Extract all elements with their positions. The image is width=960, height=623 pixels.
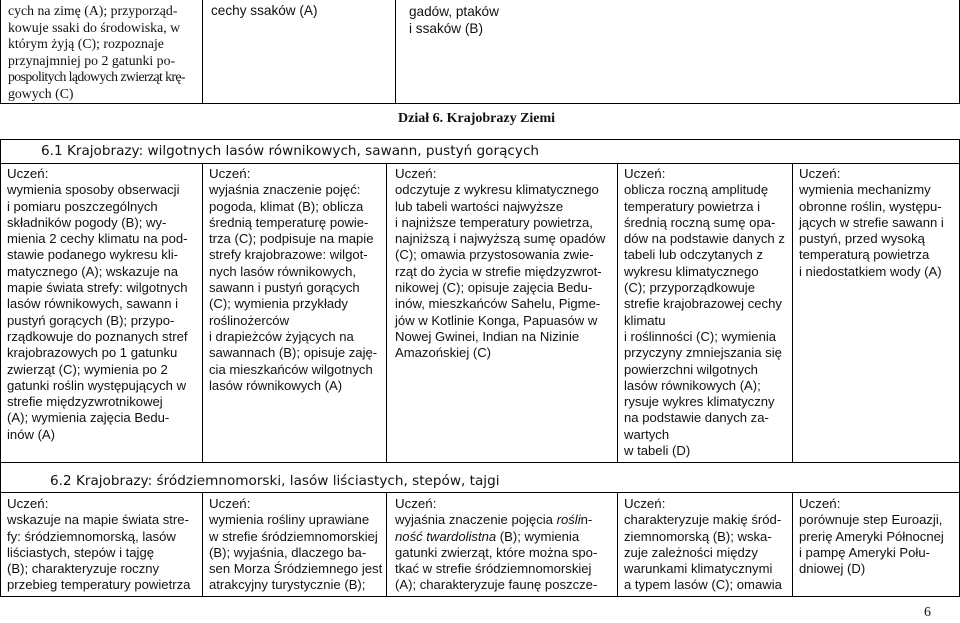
text-line: (C); przyporządkowuje: [624, 280, 755, 296]
grid-line: [0, 0, 1, 103]
text-line: (B); charakteryzuje roczny: [7, 561, 160, 577]
text-span: (B); wymienia: [496, 528, 580, 544]
text-line: i pampę Ameryki Połu-: [799, 544, 930, 560]
text-line: (A); wymienia zajęcia Bedu-: [7, 410, 170, 426]
text-line: cych na zimę (A); przyporząd-: [8, 3, 178, 18]
text-line: sawann i pustyń gorących: [209, 280, 360, 296]
text-line: Amazońskiej (C): [395, 345, 492, 361]
text-line: lasów równikowych (A): [209, 377, 343, 393]
text-line: i najniższe temperatury powietrza,: [395, 214, 593, 230]
grid-line: [0, 163, 960, 164]
text-line: sawannach (B); opisuje zaję-: [209, 345, 378, 361]
grid-line: [792, 492, 793, 596]
sec61-col2: [209, 166, 385, 394]
section-61-heading: 6.1 Krajobrazy: wilgotnych lasów równikowych, sawann, pustyń gorących: [41, 143, 540, 159]
text-line: klimatu: [624, 312, 666, 328]
text-line: wymienia sposoby obserwacji: [7, 182, 180, 198]
text-line: nikowej (C); opisuje zajęcia Bedu-: [395, 280, 593, 296]
text-line: lub tabeli wartości najwyższe: [395, 198, 564, 214]
text-line: wartych: [624, 426, 670, 442]
sec61-col4: [624, 166, 790, 459]
text-line: i roślinności (C); wymienia: [624, 328, 777, 344]
text-line: oblicza roczną amplitudę: [624, 182, 769, 198]
text-line: składników pogody (B); wy-: [7, 214, 167, 230]
grid-line: [202, 163, 203, 462]
text-line: strefie krajobrazowej cechy: [624, 296, 782, 312]
grid-line: [202, 0, 203, 103]
text-line: najniższą i najwyższą sumę opadów: [395, 231, 606, 247]
text-line: inów (A): [7, 426, 56, 442]
text-line: roślinożerców: [209, 312, 290, 328]
text-line: trza (C); podpisuje na mapie: [209, 231, 374, 247]
text-line: Nowej Gwinei, Indian na Nizinie: [395, 328, 580, 344]
text-line: pogoda, klimat (B); oblicza: [209, 198, 364, 214]
student-label: Uczeń:: [209, 496, 251, 511]
student-label: Uczeń:: [799, 496, 841, 511]
student-label: Uczeń:: [209, 166, 251, 181]
grid-line: [792, 163, 793, 462]
sec62-col4: [624, 496, 790, 594]
grid-line: [202, 492, 203, 596]
text-line: i drapieżców żyjących na: [209, 328, 354, 344]
text-line: temperaturą powietrza: [799, 247, 930, 263]
cell-lines: [624, 512, 790, 593]
student-label: Uczeń:: [624, 496, 666, 511]
text-line: strefie międzyzwrotnikowej: [7, 394, 163, 410]
text-line: [395, 512, 617, 528]
text-line: którym żyją (C); rozpoznaje: [8, 36, 164, 51]
student-label: Uczeń:: [7, 166, 49, 181]
text-line: gowych (C): [8, 85, 74, 101]
text-line: stawie podanego wykresu kli-: [7, 247, 179, 263]
sec62-col5: [799, 496, 959, 577]
student-label: Uczeń:: [395, 166, 437, 181]
grid-line: [617, 163, 618, 462]
grid-line: [0, 462, 960, 463]
text-line: pustyń gorących (B); przypo-: [7, 312, 175, 328]
text-line: przynajmniej po 2 gatunki po-: [8, 52, 176, 68]
text-line: jących w strefie sawann i: [799, 214, 944, 230]
text-line: cechy ssaków (A): [211, 3, 318, 18]
sec62-col2: [209, 496, 385, 594]
grid-line: [0, 462, 1, 596]
text-line: nych lasów równikowych,: [209, 263, 356, 279]
text-line: wyjaśnia znaczenie pojęć:: [209, 182, 361, 198]
italic-term: rośli: [556, 512, 581, 528]
student-label: Uczeń:: [7, 496, 49, 511]
text-line: zwierząt (C); wymienia po 2: [7, 361, 168, 377]
text-line: kowuje ssaki do środowiska, w: [8, 19, 181, 35]
text-line: średnią temperaturę powie-: [209, 214, 369, 230]
sec62-col3: [395, 496, 617, 594]
text-line: i ssaków (B): [409, 21, 484, 36]
page-number: 6: [924, 605, 931, 620]
sec62-col1: [7, 496, 202, 594]
text-line: gadów, ptaków: [409, 4, 499, 19]
text-line: i pomiaru poszczególnych: [7, 198, 158, 214]
text-line: sen Morza Śródziemnego jest: [209, 561, 383, 577]
text-line: rysuje wykres klimatyczny: [624, 394, 775, 410]
text-line: porównuje step Euroazji,: [799, 512, 943, 528]
grid-line: [386, 492, 387, 596]
text-line: na podstawie danych za-: [624, 410, 769, 426]
cell-lines: [7, 182, 202, 443]
text-line: mapie świata strefy: wilgotnych: [7, 280, 188, 296]
text-line: warunkami klimatycznymi: [624, 561, 773, 577]
cell-lines: [209, 512, 385, 593]
grid-line: [386, 163, 387, 462]
text-line: liściastych, stepów i tajgę: [7, 544, 155, 560]
text-line: cia mieszkańców wilgotnych: [209, 361, 373, 377]
text-line: przyczyny zmniejszania się: [624, 345, 782, 361]
text-line: rządkowuje do poznanych stref: [7, 328, 188, 344]
text-span: n-: [580, 512, 593, 528]
grid-line: [0, 492, 960, 493]
text-line: [395, 529, 617, 545]
text-line: atrakcyjny turystycznie (B);: [209, 577, 366, 593]
cell-lines: [624, 182, 790, 459]
text-line: dniowej (D): [799, 561, 866, 577]
cell-lines: [395, 182, 617, 361]
sec61-col3: [395, 166, 617, 362]
grid-line: [0, 139, 1, 462]
section-title: Dział 6. Krajobrazy Ziemi: [398, 111, 556, 126]
text-line: strefy krajobrazowe: wilgot-: [209, 247, 368, 263]
text-line: tkać w strefie śródziemnomorskiej: [395, 561, 592, 577]
text-line: fy: śródziemnomorską, lasów: [7, 528, 176, 544]
grid-line: [0, 103, 960, 104]
grid-line: [617, 492, 618, 596]
text-line: inów, mieszkańców Sahelu, Pigme-: [395, 296, 601, 312]
text-line: charakteryzuje makię śród-: [624, 512, 782, 528]
grid-line: [0, 596, 960, 597]
cell-lines: [7, 512, 202, 593]
top-row-col2: [211, 3, 391, 19]
text-line: tabeli lub odczytanych z: [624, 247, 764, 263]
top-row-col1: [8, 3, 200, 102]
text-line: lasów równikowych, sawann i: [7, 296, 179, 312]
text-line: w tabeli (D): [624, 443, 691, 459]
text-line: prerię Ameryki Północnej: [799, 528, 944, 544]
cell-lines: [799, 182, 959, 280]
text-line: (C); omawia przystosowania zwie-: [395, 247, 594, 263]
text-line: jów w Kotlinie Konga, Papuasów w: [395, 312, 598, 328]
text-line: temperatury powietrza i: [624, 198, 761, 214]
text-line: powierzchni wilgotnych: [624, 361, 758, 377]
text-line: wymienia mechanizmy: [799, 182, 931, 198]
text-line: w strefie śródziemnomorskiej: [209, 528, 378, 544]
text-line: dów na podstawie danych z: [624, 231, 785, 247]
sec61-col1: [7, 166, 202, 443]
student-label: Uczeń:: [799, 166, 841, 181]
text-line: a typem lasów (C); omawia: [624, 577, 782, 593]
grid-line: [0, 139, 960, 140]
grid-line: [395, 0, 396, 103]
text-line: pustyń, przed wysoką: [799, 231, 925, 247]
text-line: obronne roślin, występu-: [799, 198, 942, 214]
text-line: (C); wymienia przykłady: [209, 296, 348, 312]
italic-term: ność twardolistna: [395, 528, 497, 544]
cell-lines: [209, 182, 385, 394]
text-line: (A); charakteryzuje faunę poszcze-: [395, 577, 598, 593]
section-62-heading: 6.2 Krajobrazy: śródziemnomorski, lasów liściastych, stepów, tajgi: [50, 473, 500, 489]
text-line: wykresu klimatycznego: [624, 263, 759, 279]
text-line: i niedostatkiem wody (A): [799, 263, 942, 279]
cell-lines: [395, 545, 617, 594]
text-line: średnią roczną sumę opa-: [624, 214, 776, 230]
text-line: krajobrazowych po 1 gatunku: [7, 345, 178, 361]
cell-lines: [799, 512, 959, 577]
text-line: wskazuje na mapie świata stre-: [7, 512, 189, 528]
text-span: wyjaśnia znaczenie pojęcia: [395, 512, 557, 528]
text-line: wymienia rośliny uprawiane: [209, 512, 370, 528]
student-label: Uczeń:: [624, 166, 666, 181]
text-line: mienia 2 cechy klimatu na pod-: [7, 231, 188, 247]
top-row-col3: [409, 3, 589, 37]
text-line: matycznego (A); wskazuje na: [7, 263, 179, 279]
text-line: pospolitych lądowych zwierząt krę-: [8, 69, 185, 84]
text-line: zuje zależności między: [624, 544, 758, 560]
text-line: rząt do życia w strefie międzyzwrot-: [395, 263, 602, 279]
text-line: gatunki zwierząt, które można spo-: [395, 544, 598, 560]
text-line: przebieg temperatury powietrza: [7, 577, 191, 593]
student-label: Uczeń:: [395, 496, 437, 511]
text-line: odczytuje z wykresu klimatycznego: [395, 182, 599, 198]
text-line: gatunki roślin występujących w: [7, 377, 187, 393]
text-line: (B); wyjaśnia, dlaczego ba-: [209, 544, 367, 560]
sec61-col5: [799, 166, 959, 280]
text-line: lasów równikowych (A);: [624, 377, 761, 393]
text-line: ziemnomorską (B); wska-: [624, 528, 772, 544]
